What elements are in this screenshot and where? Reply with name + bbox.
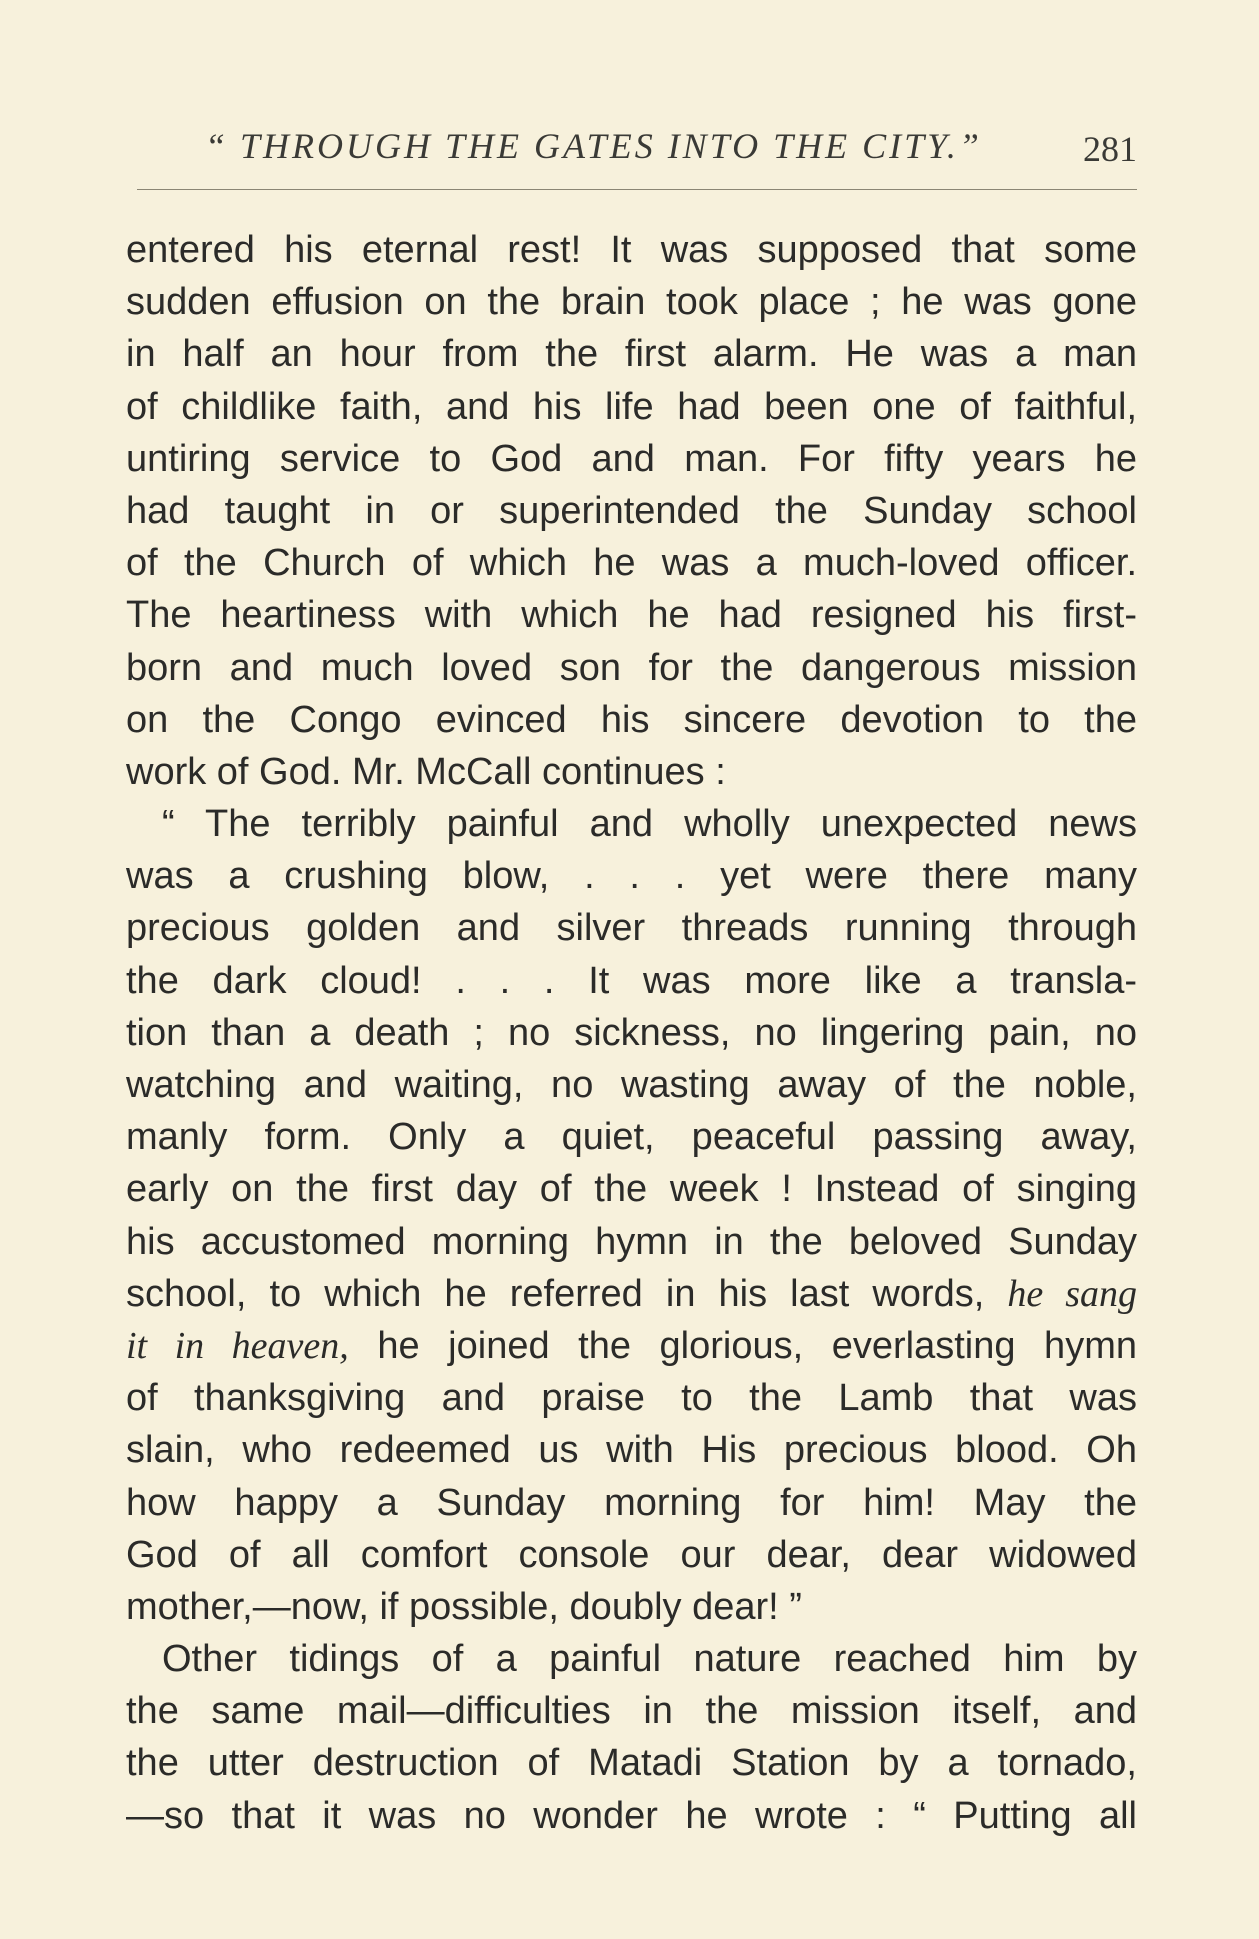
text-line: untiring service to God and man. For fifty years he xyxy=(126,437,1137,480)
text-line: of childlike faith, and his life had been one of faithful, xyxy=(126,385,1137,428)
text-line: entered his eternal rest! It was supposed that some xyxy=(126,229,1137,271)
header-rule xyxy=(137,189,1137,190)
text-line: of the Church of which he was a much-loved officer. xyxy=(126,542,1137,585)
text-line: was a crushing blow, . . . yet were there many xyxy=(126,855,1137,898)
text-line: early on the first day of the week ! Instead of singing xyxy=(126,1168,1137,1211)
text-line: his accustomed morning hymn in the beloved Sunday xyxy=(126,1220,1137,1263)
text-line: had taught in or superintended the Sunday school xyxy=(126,489,1137,532)
text-segment: he joined the glorious, everlasting hymn xyxy=(348,1324,1137,1367)
text-line: watching and waiting, no wasting away of the noble, xyxy=(126,1064,1137,1106)
text-line: how happy a Sunday morning for him! May the xyxy=(126,1481,1137,1524)
text-line: work of God. Mr. McCall continues : xyxy=(126,750,726,793)
text-line: manly form. Only a quiet, peaceful passing away, xyxy=(126,1116,1137,1159)
body-text xyxy=(126,224,1137,1842)
text-line: God of all comfort console our dear, dear widowed xyxy=(126,1533,1137,1576)
text-line: mother,—now, if possible, doubly dear! ” xyxy=(126,1585,802,1628)
text-line: of thanksgiving and praise to the Lamb that was xyxy=(126,1377,1137,1420)
text-line xyxy=(126,1268,1137,1320)
italic-text: he sang xyxy=(1007,1272,1138,1315)
text-line: the dark cloud! . . . It was more like a transla- xyxy=(126,959,1137,1002)
text-line: the same mail—difficulties in the mission itself, and xyxy=(126,1690,1137,1733)
text-line: “ The terribly painful and wholly unexpected news xyxy=(162,803,1137,846)
italic-text: it in heaven, xyxy=(126,1324,349,1367)
text-line xyxy=(126,1320,1137,1372)
text-line: in half an hour from the first alarm. He was a man xyxy=(126,333,1137,376)
text-line: born and much loved son for the dangerous mission xyxy=(126,646,1137,689)
text-line: on the Congo evinced his sincere devotion to the xyxy=(126,698,1137,741)
page-number: 281 xyxy=(1083,129,1137,169)
text-line: slain, who redeemed us with His precious blood. Oh xyxy=(126,1429,1137,1472)
text-line: sudden effusion on the brain took place ; he was gone xyxy=(126,281,1137,324)
text-line: the utter destruction of Matadi Station by a tornado, xyxy=(126,1742,1137,1785)
text-line: precious golden and silver threads running through xyxy=(126,907,1137,950)
text-line: Other tidings of a painful nature reached him by xyxy=(162,1638,1137,1681)
text-segment: school, to which he referred in his last words, xyxy=(126,1272,1008,1315)
text-line: —so that it was no wonder he wrote : “ Putting all xyxy=(126,1794,1137,1837)
text-line: tion than a death ; no sickness, no lingering pain, no xyxy=(126,1011,1137,1054)
text-line: The heartiness with which he had resigned his first- xyxy=(126,594,1137,637)
running-head: “ THROUGH THE GATES INTO THE CITY.” xyxy=(205,126,982,166)
